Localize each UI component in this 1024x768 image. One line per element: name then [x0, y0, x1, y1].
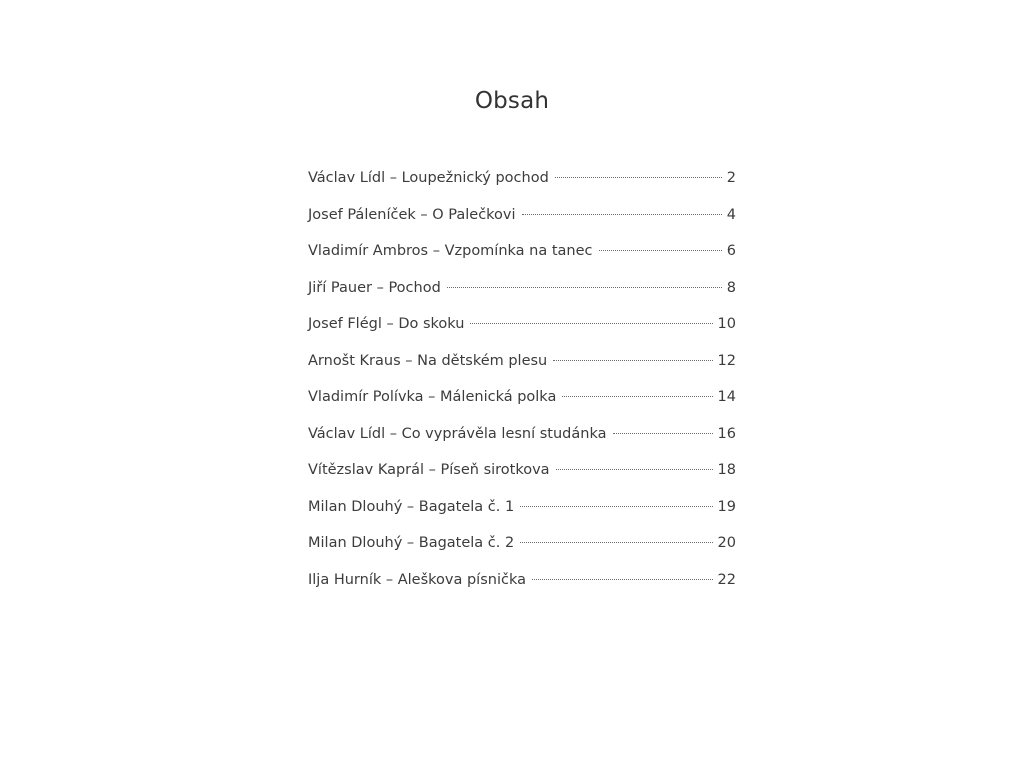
toc-page-number: 10	[717, 316, 736, 332]
toc-entry	[308, 462, 736, 499]
toc-composer: Arnošt Kraus	[308, 352, 401, 369]
toc-entry	[308, 353, 736, 390]
toc-piece: O Palečkovi	[432, 206, 516, 223]
toc-entry-title	[308, 243, 593, 259]
toc-composer: Milan Dlouhý	[308, 498, 403, 515]
toc-entry-title	[308, 426, 607, 442]
toc-separator: –	[406, 498, 415, 515]
toc-entry	[308, 207, 736, 244]
toc-piece: Pochod	[388, 279, 441, 296]
dot-leader	[613, 433, 713, 434]
toc-composer: Vítězslav Kaprál	[308, 462, 425, 478]
toc-composer: Josef Flégl	[308, 316, 382, 332]
toc-separator: –	[385, 571, 394, 588]
toc-piece: Na dětském plesu	[417, 352, 548, 369]
dot-leader	[470, 323, 712, 324]
toc-page-number: 19	[717, 498, 736, 515]
toc-composer: Vladimír Polívka	[308, 389, 424, 405]
toc-separator: –	[389, 170, 397, 186]
toc-piece: Vzpomínka na tanec	[444, 243, 593, 259]
toc-entry	[308, 316, 736, 353]
page-title: Obsah	[474, 88, 550, 114]
toc-entry-title	[308, 389, 556, 405]
toc-entry-title	[308, 316, 464, 332]
toc-composer: Vladimír Ambros	[308, 243, 429, 259]
toc-composer: Milan Dlouhý	[308, 535, 403, 551]
toc-separator: –	[406, 535, 415, 551]
toc-entry-title	[308, 170, 549, 186]
toc-piece: Aleškova písnička	[397, 571, 526, 588]
toc-separator: –	[428, 462, 436, 478]
dot-leader	[553, 360, 712, 361]
dot-leader	[520, 542, 712, 543]
toc-separator: –	[420, 206, 428, 223]
toc-entry-title	[308, 462, 550, 478]
toc-page-number: 20	[717, 535, 736, 551]
dot-leader	[532, 579, 713, 580]
toc-entry	[308, 389, 736, 426]
toc-page-number: 18	[717, 462, 736, 478]
toc-separator: –	[432, 243, 440, 259]
toc-entry	[308, 499, 736, 536]
toc-page-number: 12	[717, 352, 736, 369]
toc-piece: Loupežnický pochod	[401, 170, 549, 186]
toc-page-number: 16	[717, 425, 736, 442]
toc-entry	[308, 426, 736, 463]
toc-page-number: 2	[726, 170, 736, 186]
toc-separator: –	[405, 352, 413, 369]
dot-leader	[447, 287, 722, 288]
toc-separator: –	[389, 425, 397, 442]
toc-composer: Ilja Hurník	[308, 571, 382, 588]
toc-composer: Jiří Pauer	[308, 279, 372, 296]
dot-leader	[599, 250, 722, 251]
toc-entry	[308, 535, 736, 572]
toc-page-number: 6	[726, 243, 736, 259]
toc-entry	[308, 170, 736, 207]
toc-entry-title	[308, 280, 441, 296]
toc-piece: Bagatela č. 2	[418, 535, 515, 551]
toc-page-number: 4	[726, 206, 736, 223]
dot-leader	[556, 469, 713, 470]
toc-piece: Do skoku	[398, 316, 465, 332]
toc-piece: Bagatela č. 1	[418, 498, 515, 515]
toc-page-number: 8	[726, 279, 736, 296]
dot-leader	[522, 214, 722, 215]
toc-entry-title	[308, 572, 526, 588]
table-of-contents	[308, 170, 736, 608]
toc-separator: –	[386, 316, 394, 332]
toc-page-number: 22	[717, 571, 736, 588]
toc-page-number: 14	[717, 389, 736, 405]
toc-entry-title	[308, 535, 514, 551]
toc-separator: –	[428, 389, 436, 405]
toc-entry-title	[308, 499, 514, 515]
toc-composer: Václav Lídl	[308, 170, 386, 186]
dot-leader	[562, 396, 712, 397]
toc-composer: Václav Lídl	[308, 425, 386, 442]
dot-leader	[520, 506, 712, 507]
toc-composer: Josef Páleníček	[308, 206, 416, 223]
toc-piece: Co vyprávěla lesní studánka	[401, 425, 607, 442]
toc-piece: Málenická polka	[440, 389, 557, 405]
toc-entry	[308, 243, 736, 280]
toc-entry-title	[308, 207, 516, 223]
toc-separator: –	[376, 279, 384, 296]
toc-entry	[308, 280, 736, 317]
toc-entry	[308, 572, 736, 609]
toc-piece: Píseň sirotkova	[440, 462, 550, 478]
toc-entry-title	[308, 353, 547, 369]
dot-leader	[555, 177, 722, 178]
